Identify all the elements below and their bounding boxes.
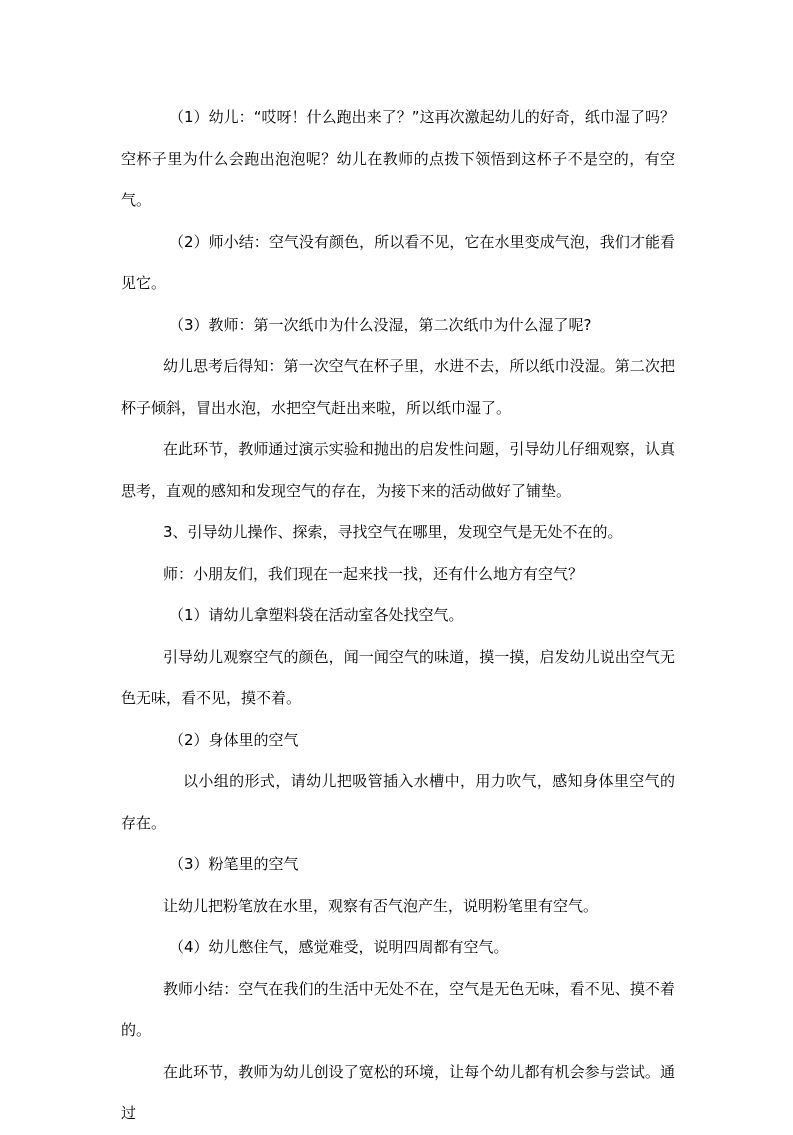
paragraph-2: （2）师小结：空气没有颜色，所以看不见，它在水里变成气泡，我们才能看见它。 bbox=[121, 232, 675, 292]
paragraph-11: 以小组的形式，请幼儿把吸管插入水槽中，用力吹气，感知身体里空气的存在。 bbox=[121, 772, 675, 832]
paragraph-14: （4）幼儿憋住气，感觉难受，说明四周都有空气。 bbox=[169, 938, 509, 956]
paragraph-4: 幼儿思考后得知：第一次空气在杯子里，水进不去，所以纸巾没湿。第二次把杯子倾斜，冒出水泡，水把空气赶出来啦，所以纸巾湿了。 bbox=[121, 357, 675, 417]
paragraph-5: 在此环节，教师通过演示实验和抛出的启发性问题，引导幼儿仔细观察，认真思考，直观的感知和发现空气的存在，为接下来的活动做好了铺垫。 bbox=[121, 440, 675, 500]
paragraph-8: （1）请幼儿拿塑料袋在活动室各处找空气。 bbox=[169, 606, 464, 624]
paragraph-13: 让幼儿把粉笔放在水里，观察有否气泡产生，说明粉笔里有空气。 bbox=[163, 896, 599, 915]
paragraph-16: 在此环节，教师为幼儿创设了宽松的环境，让每个幼儿都有机会参与尝试。通过 bbox=[121, 1062, 675, 1122]
paragraph-1: （1）幼儿：“哎呀！什么跑出来了？”这再次激起幼儿的好奇，纸巾湿了吗？空杯子里为什么会跑出泡泡呢？幼儿在教师的点拨下领悟到这杯子不是空的，有空气。 bbox=[121, 108, 675, 209]
paragraph-12: （3）粉笔里的空气 bbox=[169, 855, 299, 873]
paragraph-6: 3、引导幼儿操作、探索，寻找空气在哪里，发现空气是无处不在的。 bbox=[163, 523, 623, 541]
paragraph-10: （2）身体里的空气 bbox=[169, 730, 299, 749]
paragraph-9: 引导幼儿观察空气的颜色，闻一闻空气的味道，摸一摸，启发幼儿说出空气无色无味，看不见，摸不着。 bbox=[121, 647, 675, 707]
document-body bbox=[121, 97, 675, 1135]
paragraph-3: （3）教师：第一次纸巾为什么没湿，第二次纸巾为什么湿了呢? bbox=[169, 315, 592, 334]
paragraph-7: 师：小朋友们，我们现在一起来找一找，还有什么地方有空气？ bbox=[163, 564, 584, 583]
paragraph-15: 教师小结：空气在我们的生活中无处不在，空气是无色无味，看不见、摸不着的。 bbox=[121, 979, 675, 1039]
